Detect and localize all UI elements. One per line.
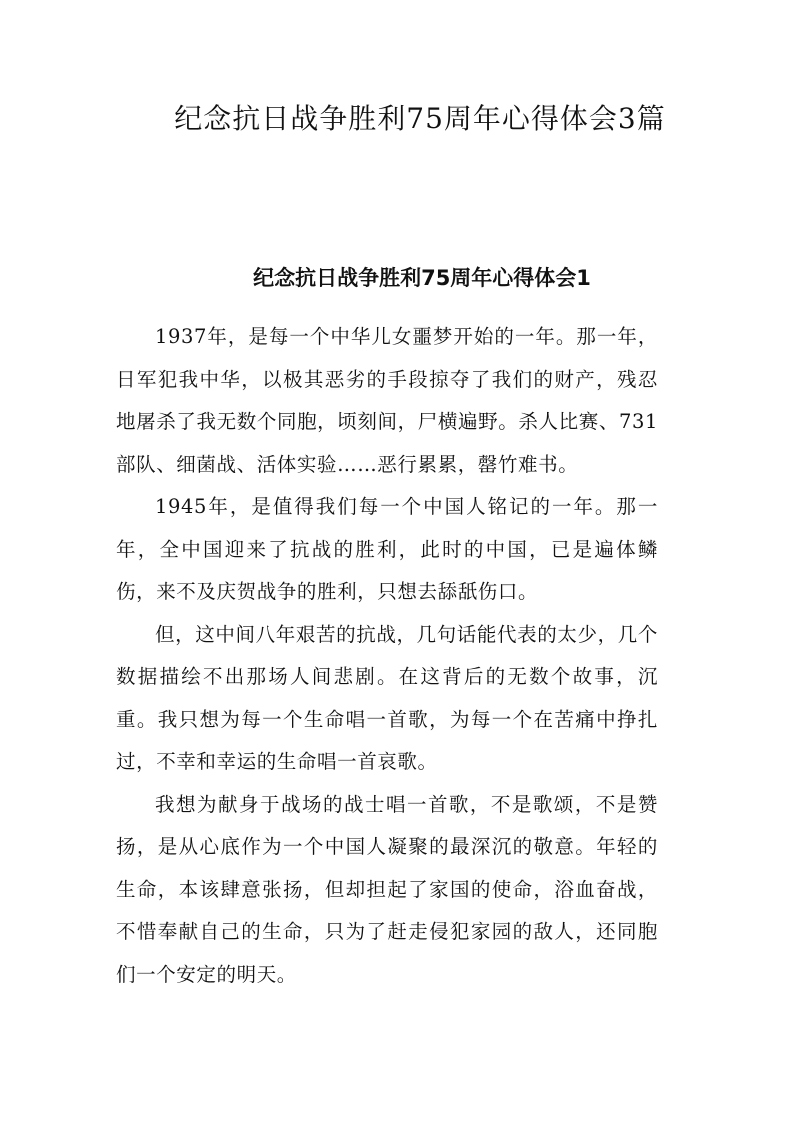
paragraph-4: 我想为献身于战场的战士唱一首歌，不是歌颂，不是赞扬，是从心底作为一个中国人凝聚的最深沉的敬意。年轻的生命，本该肆意张扬，但却担起了家国的使命，浴血奋战，不惜奉献自己的生命，只为了赶走侵犯家园的敌人，还同胞们一个安定的明天。 [116,792,658,986]
paragraph-2: 1945年，是值得我们每一个中国人铭记的一年。那一年，全中国迎来了抗战的胜利，此时的中国，已是遍体鳞伤，来不及庆贺战争的胜利，只想去舔舐伤口。 [116,495,658,603]
paragraph-1: 1937年，是每一个中华儿女噩梦开始的一年。那一年，日军犯我中华，以极其恶劣的手段掠夺了我们的财产，残忍地屠杀了我无数个同胞，顷刻间，尸横遍野。杀人比赛、731部队、细菌战、活体实验……恶行累累，罄竹难书。 [116,325,658,476]
paragraph-3: 但，这中间八年艰苦的抗战，几句话能代表的太少，几个数据描绘不出那场人间悲剧。在这背后的无数个故事，沉重。我只想为每一个生命唱一首歌，为每一个在苦痛中挣扎过，不幸和幸运的生命唱一首哀歌。 [116,622,658,773]
section-heading: 纪念抗日战争胜利75周年心得体会1 [253,266,591,290]
document-body [116,316,658,996]
document-title: 纪念抗日战争胜利75周年心得体会3篇 [174,102,666,135]
